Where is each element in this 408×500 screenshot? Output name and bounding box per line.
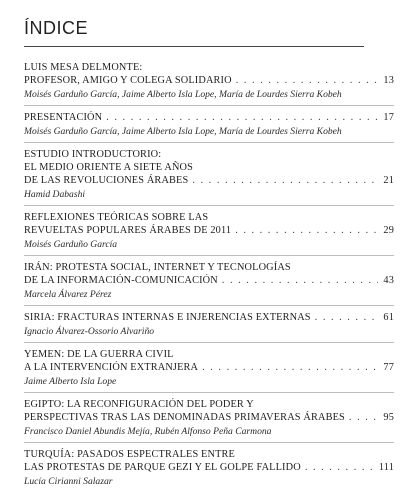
entry-title-text: REVUELTAS POPULARES ÁRABES DE 2011 (24, 225, 232, 236)
entry-title-line: ESTUDIO INTRODUCTORIO: (24, 149, 162, 160)
entry-authors: Marcela Álvarez Pérez (24, 289, 112, 300)
toc-entry (24, 343, 394, 393)
entry-title-last-line (24, 174, 394, 187)
entry-title-last-line (24, 461, 394, 474)
dot-leader (235, 224, 378, 237)
entry-title-line: EL MEDIO ORIENTE A SIETE AÑOS (24, 162, 193, 173)
entry-title-line: IRÁN: PROTESTA SOCIAL, INTERNET Y TECNOLOGÍAS (24, 262, 291, 273)
dot-leader (222, 274, 378, 287)
dot-leader (236, 74, 378, 87)
entry-title-text: PRESENTACIÓN (24, 112, 103, 123)
entry-authors: Moisés Garduño García, Jaime Alberto Isla Lope, María de Lourdes Sierra Kobeh (24, 126, 342, 137)
dot-leader (305, 461, 377, 474)
entry-title-line: TURQUÍA: PASADOS ESPECTRALES ENTRE (24, 449, 235, 460)
toc-entry (24, 206, 394, 256)
entry-authors: Moisés Garduño García, Jaime Alberto Isla Lope, María de Lourdes Sierra Kobeh (24, 89, 342, 100)
entry-title-last-line (24, 224, 394, 237)
dot-leader (349, 411, 378, 424)
entry-authors: Ignacio Álvarez-Ossorio Alvariño (24, 326, 155, 337)
table-of-contents (24, 56, 394, 492)
entry-title-text: PERSPECTIVAS TRAS LAS DENOMINADAS PRIMAVERAS ÁRABES (24, 412, 345, 423)
heading-rule (24, 46, 364, 47)
dot-leader (315, 311, 378, 324)
entry-authors: Francisco Daniel Abundis Mejía, Rubén Alfonso Peña Carmona (24, 426, 272, 437)
entry-title-text: PROFESOR, AMIGO Y COLEGA SOLIDARIO (24, 75, 232, 86)
page-number: 13 (383, 75, 394, 86)
toc-entry (24, 56, 394, 106)
entry-title-last-line (24, 411, 394, 424)
toc-entry (24, 443, 394, 492)
page-number: 111 (378, 462, 394, 473)
page-number: 43 (383, 275, 394, 286)
page-number: 29 (383, 225, 394, 236)
toc-entry (24, 306, 394, 343)
page-number: 21 (383, 175, 394, 186)
toc-entry (24, 143, 394, 206)
entry-title-line: EGIPTO: LA RECONFIGURACIÓN DEL PODER Y (24, 399, 254, 410)
entry-title-last-line (24, 111, 394, 124)
entry-title-text: A LA INTERVENCIÓN EXTRANJERA (24, 362, 199, 373)
entry-title-last-line (24, 311, 394, 324)
entry-title-last-line (24, 361, 394, 374)
index-heading: ÍNDICE (24, 18, 89, 38)
dot-leader (106, 111, 378, 124)
entry-title-line: REFLEXIONES TEÓRICAS SOBRE LAS (24, 212, 209, 223)
entry-title-text: DE LAS REVOLUCIONES ÁRABES (24, 175, 189, 186)
page-number: 17 (383, 112, 394, 123)
toc-entry (24, 106, 394, 143)
page-number: 61 (383, 312, 394, 323)
page-number: 77 (383, 362, 394, 373)
entry-title-text: LAS PROTESTAS DE PARQUE GEZI Y EL GOLPE FALLIDO (24, 462, 301, 473)
entry-title-line: YEMEN: DE LA GUERRA CIVIL (24, 349, 174, 360)
entry-authors: Moisés Garduño García (24, 239, 118, 250)
entry-title-text: SIRIA: FRACTURAS INTERNAS E INJERENCIAS EXTERNAS (24, 312, 311, 323)
entry-title-line: LUIS MESA DELMONTE: (24, 62, 143, 73)
entry-title-text: DE LA INFORMACIÓN-COMUNICACIÓN (24, 275, 218, 286)
page-number: 95 (383, 412, 394, 423)
dot-leader (192, 174, 378, 187)
entry-authors: Lucía Cirianni Salazar (24, 476, 113, 487)
entry-authors: Hamid Dabashi (24, 189, 86, 200)
entry-title-last-line (24, 74, 394, 87)
entry-title-last-line (24, 274, 394, 287)
toc-entry (24, 256, 394, 306)
dot-leader (202, 361, 378, 374)
entry-authors: Jaime Alberto Isla Lope (24, 376, 117, 387)
toc-entry (24, 393, 394, 443)
